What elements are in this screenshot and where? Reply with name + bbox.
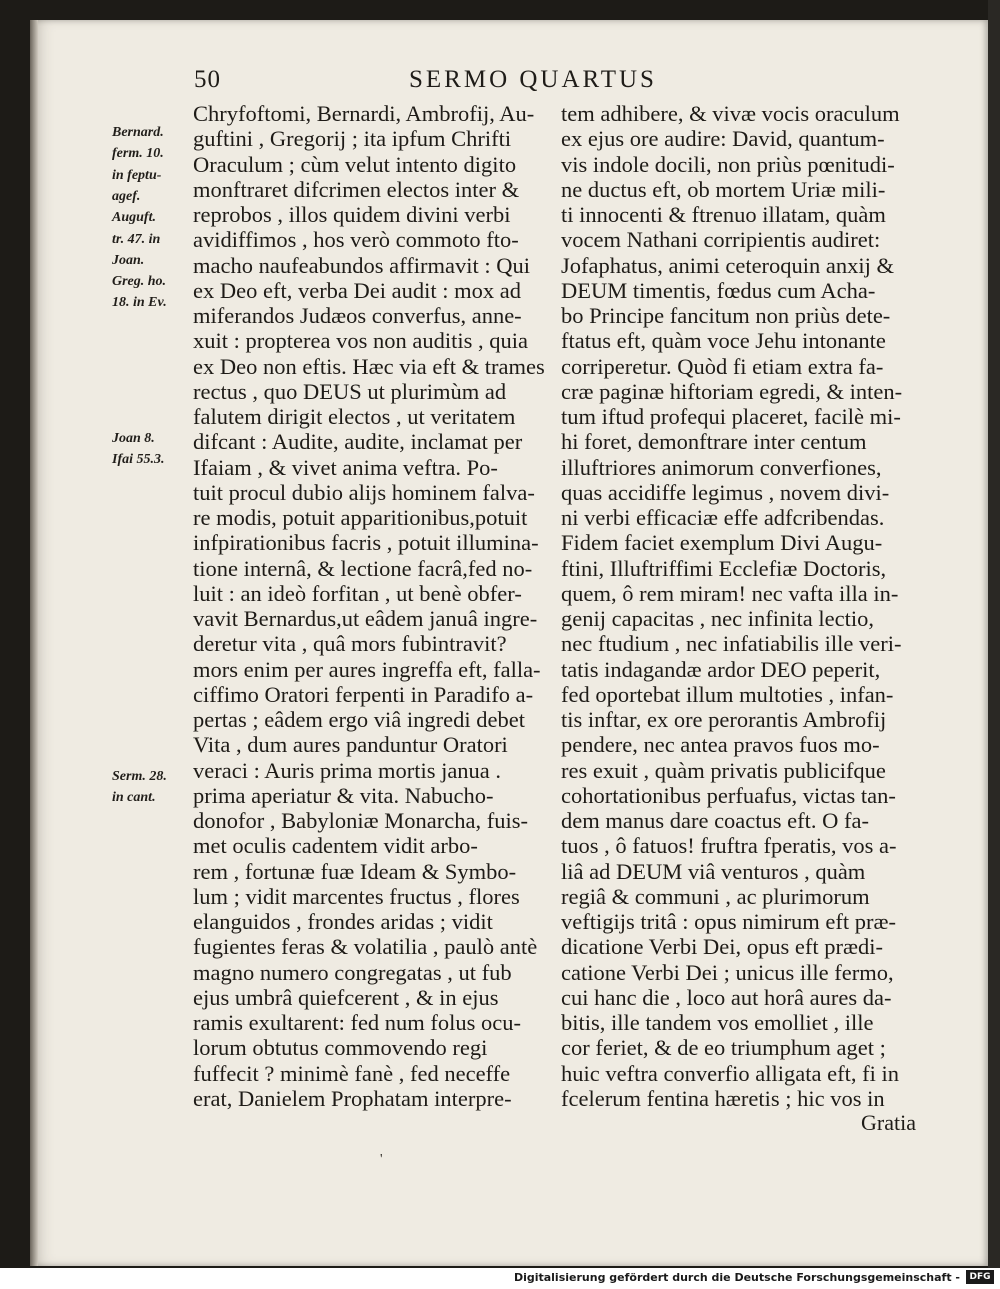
dfg-logo: DFG <box>966 1270 994 1284</box>
margin-note-line: Serm. 28. <box>112 769 167 784</box>
text-line: ex Deo non eftis. Hæc via eft & trames <box>193 353 545 379</box>
text-line: dem manus dare coactus eft. O fa- <box>561 808 869 833</box>
text-line: ramis exultarent: fed num folus ocu- <box>193 1010 522 1035</box>
text-line: cor feriet, & de eo triumphum aget ; <box>561 1035 886 1061</box>
margin-note-line: Auguft. <box>112 210 156 226</box>
text-line: genij capacitas , nec infinita lectio, <box>561 606 874 631</box>
text-line: corriperetur. Quòd fi etiam extra fa- <box>561 353 884 379</box>
catchword: Gratia <box>861 1110 916 1135</box>
text-line: bo Principe fancitum non priùs dete- <box>561 303 891 328</box>
margin-note-line: Bernard. <box>112 125 164 140</box>
text-line: rectus , quo DEUS ut plurimùm ad <box>193 378 507 404</box>
text-line: miferandos Judæos converfus, anne- <box>193 303 522 328</box>
text-line: vocem Nathani corripientis audiret: <box>561 227 881 253</box>
text-line: Vita , dum aures panduntur Oratori <box>193 732 508 758</box>
text-line: tum iftud profequi placeret, facilè mi- <box>561 404 901 429</box>
page-number: 50 <box>194 66 221 93</box>
margin-note-line: in cant. <box>112 790 156 806</box>
text-line: lum ; vidit marcentes fructus , flores <box>193 883 520 909</box>
margin-note-line: Greg. ho. <box>112 274 167 290</box>
text-line: Oraculum ; cùm velut intento digito <box>193 151 517 177</box>
text-line: ex Deo eft, verba Dei audit : mox ad <box>193 277 522 303</box>
text-line: erat, Danielem Prophatam interpre- <box>193 1085 512 1111</box>
text-line: tem adhibere, & vivæ vocis oraculum <box>561 101 900 126</box>
text-line: re modis, potuit apparitionibus,potuit <box>193 505 528 530</box>
text-line: ex ejus ore audire: David, quantum- <box>561 126 885 152</box>
text-line: Fidem faciet exemplum Divi Augu- <box>561 530 883 556</box>
text-line: deretur vita , quâ mors fubintravit? <box>193 631 507 657</box>
text-line: reprobos , illos quidem divini verbi <box>193 202 511 227</box>
text-line: falutem dirigit electos , ut veritatem <box>193 404 516 429</box>
text-line: mors enim per aures ingreffa eft, falla- <box>193 656 541 682</box>
text-line: ciffimo Oratori ferpenti in Paradifo a- <box>193 681 534 707</box>
text-line: quas accidiffe legimus , novem divi- <box>561 479 890 505</box>
text-line: tuos , ô fatuos! fruftra fperatis, vos a- <box>561 833 897 859</box>
margin-note-line: 18. in Ev. <box>112 295 167 311</box>
text-line: magno numero congregatas , ut fub <box>193 959 512 985</box>
text-line: cui hanc die , loco aut horâ aures da- <box>561 984 892 1010</box>
text-line: huic veftra converfio alligata eft, fi in <box>561 1060 899 1086</box>
margin-note-line: agef. <box>112 188 141 204</box>
text-line: cræ paginæ hiftoriam egredi, & inten- <box>561 378 903 404</box>
text-line: Ifaiam , & vivet anima veftra. Po- <box>193 454 498 480</box>
text-line: luit : an ideò forfitan , ut benè obfer- <box>193 580 522 606</box>
text-line: res exuit , quàm privatis publicifque <box>561 757 886 783</box>
text-line: infpirationibus facris , potuit illumina- <box>193 530 539 556</box>
text-line: difcant : Audite, audite, inclamat per <box>193 429 523 455</box>
text-line: ftatus eft, quàm voce Jehu intonante <box>561 328 886 354</box>
scan-right-edge <box>988 0 1000 1268</box>
margin-note-line: tr. 47. in <box>112 231 161 247</box>
text-line: xuit : propterea vos non auditis , quia <box>193 328 528 354</box>
text-line: veftigijs tritâ : opus nimirum eft præ- <box>561 909 896 934</box>
text-line: pertas ; eâdem ergo viâ ingredi debet <box>193 707 525 732</box>
text-line: regiâ & communi , ac plurimorum <box>561 883 870 909</box>
margin-note-line: in feptu- <box>112 167 162 183</box>
text-line: fed oportebat illum multoties , infan- <box>561 681 894 707</box>
text-line: veraci : Auris prima mortis janua . <box>193 757 502 783</box>
text-line: Chryfoftomi, Bernardi, Ambrofij, Au- <box>193 101 535 126</box>
text-line: met oculis cadentem vidit arbo- <box>193 833 478 859</box>
margin-note-line: Joan. <box>112 252 145 268</box>
text-line: tis inftar, ex ore perorantis Ambrofij <box>561 707 887 732</box>
text-line: vavit Bernardus,ut eâdem januâ ingre- <box>193 606 538 631</box>
text-line: vis indole docili, non priùs pœnitudi- <box>561 151 895 177</box>
text-line: monftraret difcrimen electos inter & <box>193 176 520 202</box>
text-line: tuit procul dubio alijs hominem falva- <box>193 479 535 505</box>
text-line: liâ ad DEUM viâ venturos , quàm <box>561 858 866 884</box>
text-line: tione internâ, & lectione facrâ,fed no- <box>193 555 533 581</box>
text-line: dicatione Verbi Dei, opus eft prædi- <box>561 934 884 960</box>
text-line: fcelerum fentina hæretis ; hic vos in <box>561 1085 885 1111</box>
text-line: DEUM timentis, fœdus cum Acha- <box>561 277 876 303</box>
text-line: rem , fortunæ fuæ Ideam & Symbo- <box>193 858 517 884</box>
text-line: avidiffimos , hos verò commoto fto- <box>193 227 519 253</box>
text-line: Jofaphatus, animi ceteroquin anxij & <box>561 252 895 278</box>
margin-note-line: ferm. 10. <box>112 146 164 162</box>
text-line: illuftriores animorum converfiones, <box>561 454 882 480</box>
text-line: quem, ô rem miram! nec vafta illa in- <box>561 580 899 606</box>
text-line: ni verbi efficaciæ effe adfcribendas. <box>561 505 885 530</box>
text-line: hi foret, demonftrare inter centum <box>561 429 867 455</box>
text-line: elanguidos , frondes aridas ; vidit <box>193 909 493 934</box>
text-line: ti innocenti & ftrenuo illatam, quàm <box>561 202 886 227</box>
text-line: bitis, ille tandem vos emolliet , ille <box>561 1010 874 1035</box>
text-line: tatis indagandæ ardor DEO peperit, <box>561 656 881 682</box>
text-line: catione Verbi Dei ; unicus ille fermo, <box>561 959 894 985</box>
funding-credit: Digitalisierung gefördert durch die Deutsche Forschungsgemeinschaft - <box>513 1271 960 1284</box>
text-line: prima aperiatur & vita. Nabucho- <box>193 782 494 808</box>
margin-note-line: Joan 8. <box>112 431 155 446</box>
text-line: ftini, Illuftriffimi Ecclefiæ Doctoris, <box>561 555 887 581</box>
text-line: ne ductus eft, ob mortem Uriæ mili- <box>561 176 886 202</box>
text-line: nec ftudium , nec infatiabilis ille veri- <box>561 631 902 657</box>
running-title: SERMO QUARTUS <box>409 66 657 93</box>
margin-note-line: Ifai 55.3. <box>112 452 165 468</box>
text-line: cohortationibus perfuafus, victas tan- <box>561 782 896 808</box>
signature-mark: ' <box>380 1152 383 1167</box>
text-line: donofor , Babyloniæ Monarcha, fuis- <box>193 808 528 833</box>
text-line: fugientes feras & volatilia , paulò antè <box>193 934 538 960</box>
text-line: fuffecit ? minimè fanè , fed neceffe <box>193 1060 511 1086</box>
text-line: guftini , Gregorij ; ita ipfum Chrifti <box>193 126 512 152</box>
text-line: ejus umbrâ quiefcerent , & in ejus <box>193 984 499 1010</box>
text-line: macho naufeabundos affirmavit : Qui <box>193 252 530 278</box>
text-line: pendere, nec antea pravos fuos mo- <box>561 732 880 758</box>
page-gutter-shadow <box>30 20 38 1266</box>
text-line: lorum obtutus commovendo regi <box>193 1035 488 1061</box>
